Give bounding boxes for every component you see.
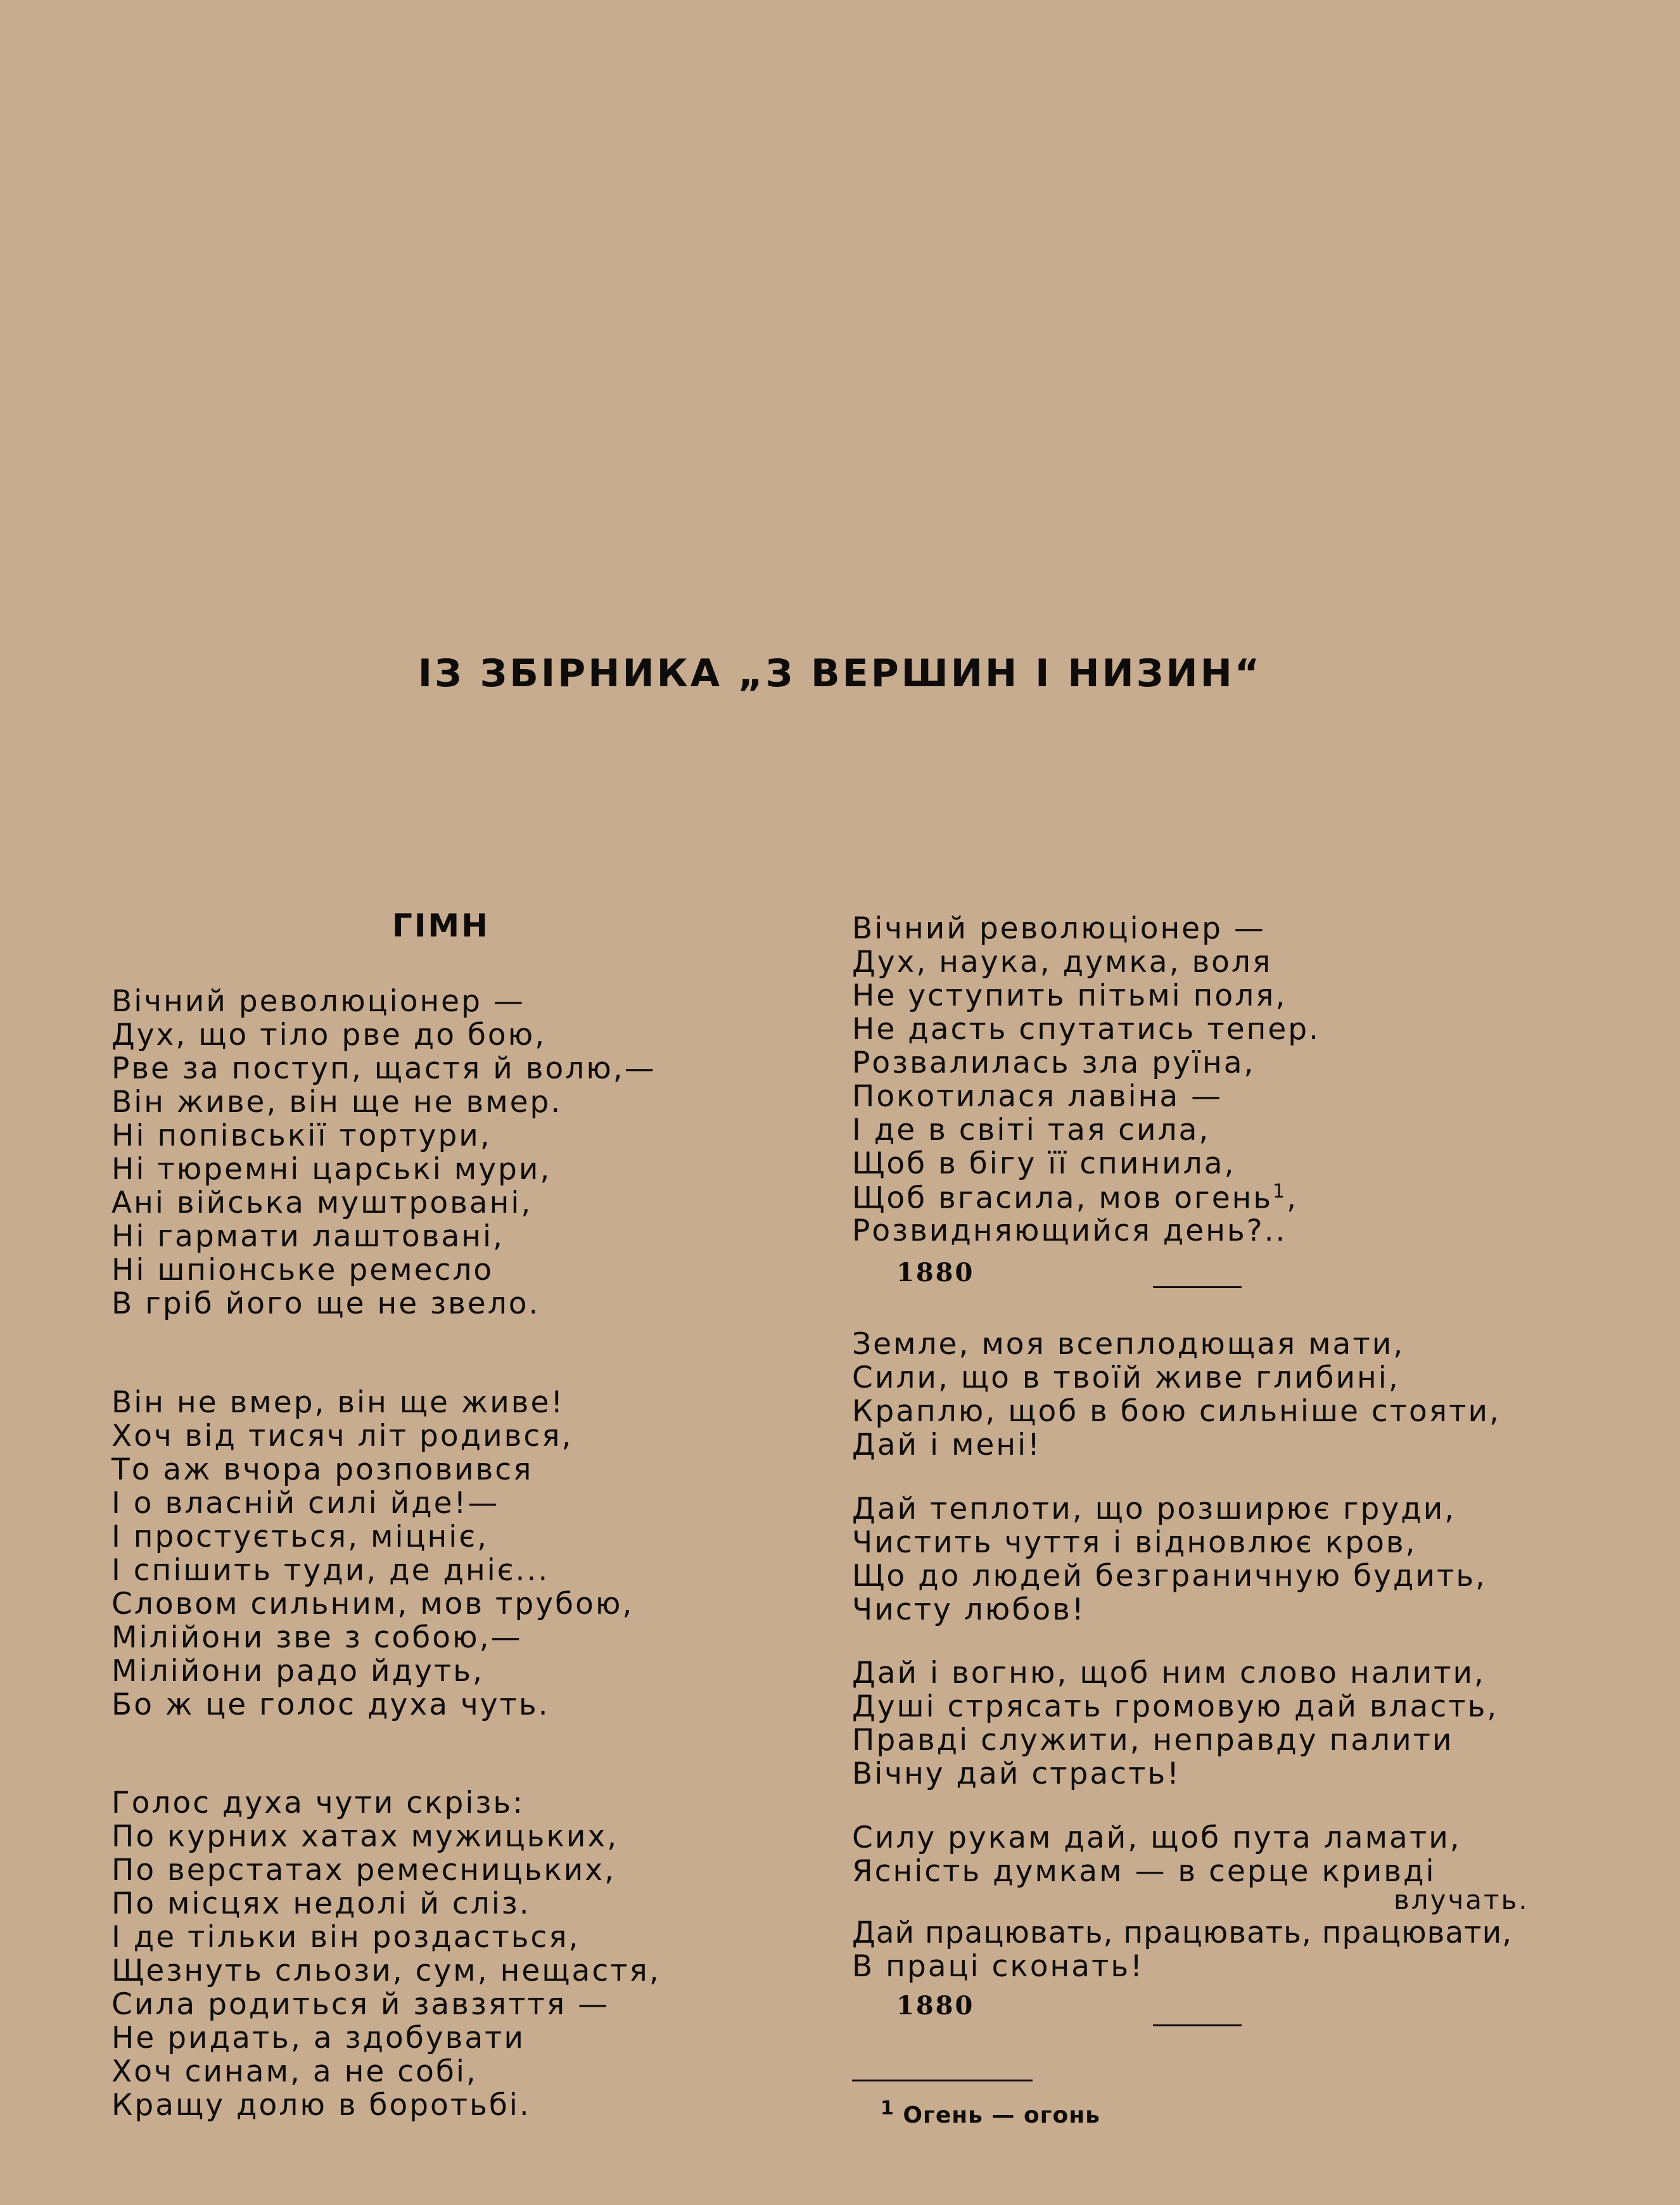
verse-line: По верстатах ремесницьких, <box>111 1853 616 1888</box>
verse-line: Не уступить пітьмі поля, <box>852 978 1287 1013</box>
verse-line: І де тільки він роздасться, <box>111 1920 580 1955</box>
verse-line: Не дасть спутатись тепер. <box>852 1012 1321 1047</box>
verse-line: По місцях недолі й сліз. <box>111 1886 531 1921</box>
poem-divider <box>1153 1286 1242 1288</box>
verse-line: Краплю, щоб в бою сильніше стояти, <box>852 1394 1501 1429</box>
verse-line: Не ридать, а здобувати <box>111 2021 526 2055</box>
verse-line: Покотилася лавіна — <box>852 1079 1223 1114</box>
verse-line: І спішить туди, де дніє... <box>111 1553 550 1588</box>
verse-line: влучать. <box>1394 1884 1529 1915</box>
verse-line: Що до людей безграничную будить, <box>852 1559 1487 1594</box>
verse-line: Сила родиться й завзяття — <box>111 1987 610 2022</box>
verse-line: Розвидняющийся день?.. <box>852 1213 1287 1248</box>
verse-line: І де в світі тая сила, <box>852 1113 1211 1147</box>
verse-line: Ні шпіонське ремесло <box>111 1253 494 1288</box>
verse-line: Мілійони зве з собою,— <box>111 1620 523 1655</box>
verse-line: Чистить чуття і відновлює кров, <box>852 1525 1417 1560</box>
verse-line: Ні попівськії тортури, <box>111 1118 492 1153</box>
verse-line: В гріб його ще не звело. <box>111 1286 540 1321</box>
verse-line: Кращу долю в боротьбі. <box>111 2088 531 2123</box>
verse-line: І о власній силі йде!— <box>111 1486 500 1521</box>
verse-line: Ні гармати лаштовані, <box>111 1219 505 1254</box>
section-title: ІЗ ЗБІРНИКА „З ВЕРШИН І НИЗИН“ <box>417 651 1263 696</box>
verse-line: Щезнуть сльози, сум, нещастя, <box>111 1953 661 1988</box>
verse-line: Щоб в бігу її спинила, <box>852 1146 1236 1181</box>
footnote-reference[interactable]: 1 <box>1273 1180 1287 1203</box>
verse-line: Вічний революціонер — <box>852 911 1266 946</box>
verse-line: Правді служити, неправду палити <box>852 1723 1454 1758</box>
verse-line: По курних хатах мужицьких, <box>111 1819 619 1854</box>
verse-line: Дух, що тіло рве до бою, <box>111 1018 547 1052</box>
verse-line: Душі стрясать громовую дай власть, <box>852 1689 1499 1724</box>
verse-line: Розвалилась зла руїна, <box>852 1045 1256 1080</box>
poem-year: 1880 <box>896 1991 975 2021</box>
verse-text: Щоб вгасила, мов огень <box>852 1180 1273 1216</box>
verse-line: Вічний революціонер — <box>111 984 525 1019</box>
poem-divider <box>1153 2024 1242 2026</box>
poem-year: 1880 <box>896 1258 975 1288</box>
verse-line: Дух, наука, думка, воля <box>852 945 1273 980</box>
footnote-separator <box>852 2080 1033 2081</box>
verse-line: Дай і мені! <box>852 1428 1042 1462</box>
footnote-mark: 1 <box>881 2097 894 2119</box>
verse-line: І простується, міцніє, <box>111 1519 489 1554</box>
footnote <box>881 2097 1100 2128</box>
verse-line: Силу рукам дай, щоб пута ламати, <box>852 1820 1461 1855</box>
verse-line: Ані війська муштровані, <box>111 1186 533 1220</box>
verse-line: Словом сильним, мов трубою, <box>111 1587 634 1621</box>
verse-line: Мілійони радо йдуть, <box>111 1654 484 1689</box>
verse-line: Дай працювать, працювать, працювати, <box>852 1915 1513 1950</box>
verse-line: Сили, що в твоїй живе глибині, <box>852 1360 1400 1395</box>
verse-line: Голос духа чути скрізь: <box>111 1786 525 1820</box>
verse-line: То аж вчора розповився <box>111 1452 533 1487</box>
poem-title: ГІМН <box>391 907 490 944</box>
verse-line: Хоч від тисяч літ родився, <box>111 1419 573 1454</box>
verse-line: Щоб вгасила, мов огень$^1$, <box>852 1180 1299 1216</box>
verse-line: Земле, моя всеплодющая мати, <box>852 1327 1405 1362</box>
verse-line: Ясність думкам — в серце кривді <box>852 1854 1436 1889</box>
verse-line: Бо ж це голос духа чуть. <box>111 1687 550 1722</box>
footnote-text: Огень — огонь <box>903 2102 1100 2128</box>
verse-line: Він не вмер, він ще живе! <box>111 1385 565 1420</box>
verse-line: Хоч синам, а не собі, <box>111 2054 478 2089</box>
verse-line: Він живе, він ще не вмер. <box>111 1085 563 1120</box>
verse-line: Чисту любов! <box>852 1592 1086 1627</box>
verse-line: Рве за поступ, щастя й волю,— <box>111 1051 656 1086</box>
verse-line: В праці сконать! <box>852 1949 1144 1984</box>
verse-line: Дай теплоти, що розширює груди, <box>852 1492 1456 1526</box>
verse-line: Ні тюремні царські мури, <box>111 1152 552 1187</box>
verse-line: Дай і вогню, щоб ним слово налити, <box>852 1656 1486 1690</box>
verse-line: Вічну дай страсть! <box>852 1756 1181 1791</box>
